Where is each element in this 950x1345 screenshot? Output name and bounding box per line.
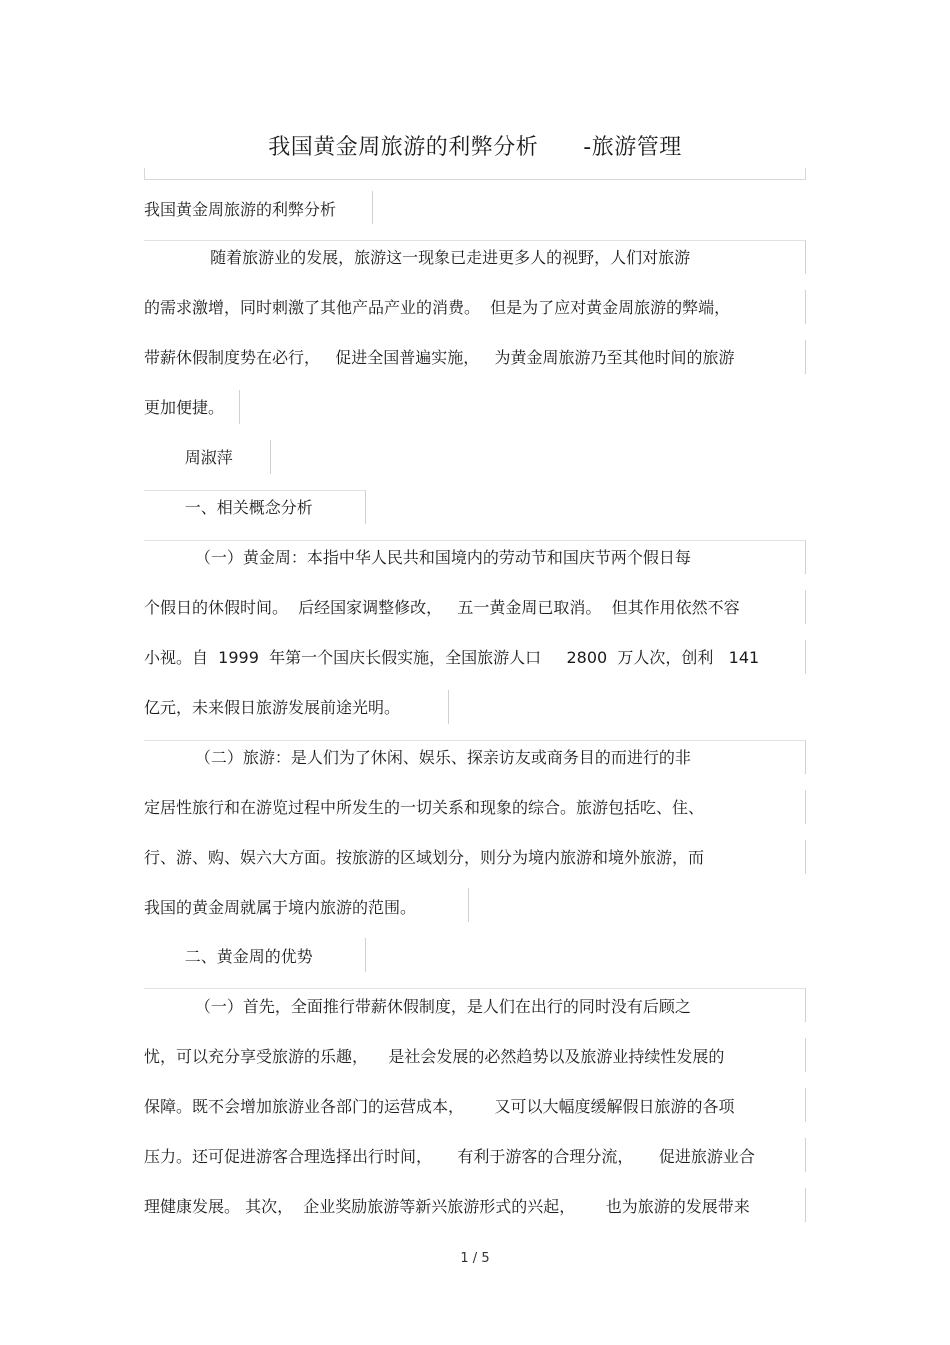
intro-line-3: 带薪休假制度势在必行， 促进全国普遍实施， 为黄金周旅游乃至其他时间的旅游 bbox=[144, 348, 735, 367]
intro-line-2: 的需求激增，同时刺激了其他产品产业的消费。 但是为了应对黄金周旅游的弊端， bbox=[144, 298, 731, 317]
author: 周淑萍 bbox=[144, 448, 233, 467]
s1-para2-line-3: 行、游、购、娱六大方面。按旅游的区域划分，则分为境内旅游和境外旅游，而 bbox=[144, 848, 705, 867]
s2-para1-line-4: 压力。还可促进游客合理选择出行时间， 有利于游客的合理分流， 促进旅游业合 bbox=[144, 1147, 755, 1166]
section-2-heading: 二、黄金周的优势 bbox=[144, 947, 313, 966]
s1-para2-line-4: 我国的黄金周就属于境内旅游的范围。 bbox=[144, 898, 417, 917]
s2-para1-line-1: （一）首先，全面推行带薪休假制度，是人们在出行的同时没有后顾之 bbox=[144, 997, 691, 1016]
intro-line-1: 随着旅游业的发展，旅游这一现象已走进更多人的视野，人们对旅游 bbox=[144, 248, 691, 267]
s1-para2-line-2: 定居性旅行和在游览过程中所发生的一切关系和现象的综合。旅游包括吃、住、 bbox=[144, 798, 705, 817]
s1-para1-line-4: 亿元，未来假日旅游发展前途光明。 bbox=[144, 698, 401, 717]
page-number: 1 / 5 bbox=[460, 1251, 490, 1266]
s1-para1-line-3: 小视。自 1999 年第一个国庆长假实施，全国旅游人口 2800 万人次，创利 141 bbox=[144, 648, 760, 667]
subtitle: 我国黄金周旅游的利弊分析 bbox=[144, 200, 337, 219]
s2-para1-line-2: 忧，可以充分享受旅游的乐趣， 是社会发展的必然趋势以及旅游业持续性发展的 bbox=[144, 1047, 725, 1066]
s2-para1-line-5: 理健康发展。 其次， 企业奖励旅游等新兴旅游形式的兴起， 也为旅游的发展带来 bbox=[144, 1197, 750, 1216]
s1-para1-line-2: 个假日的休假时间。 后经国家调整修改， 五一黄金周已取消。 但其作用依然不容 bbox=[144, 598, 740, 617]
s1-para1-line-1: （一）黄金周：本指中华人民共和国境内的劳动节和国庆节两个假日每 bbox=[144, 548, 691, 567]
s1-para2-line-1: （二）旅游：是人们为了休闲、娱乐、探亲访友或商务目的而进行的非 bbox=[144, 748, 691, 767]
title-underline bbox=[144, 168, 806, 180]
section-1-heading: 一、相关概念分析 bbox=[144, 498, 313, 517]
document-title: 我国黄金周旅游的利弊分析 -旅游管理 bbox=[268, 135, 682, 160]
intro-line-4: 更加便捷。 bbox=[144, 398, 225, 417]
s2-para1-line-3: 保障。既不会增加旅游业各部门的运营成本， 又可以大幅度缓解假日旅游的各项 bbox=[144, 1097, 735, 1116]
